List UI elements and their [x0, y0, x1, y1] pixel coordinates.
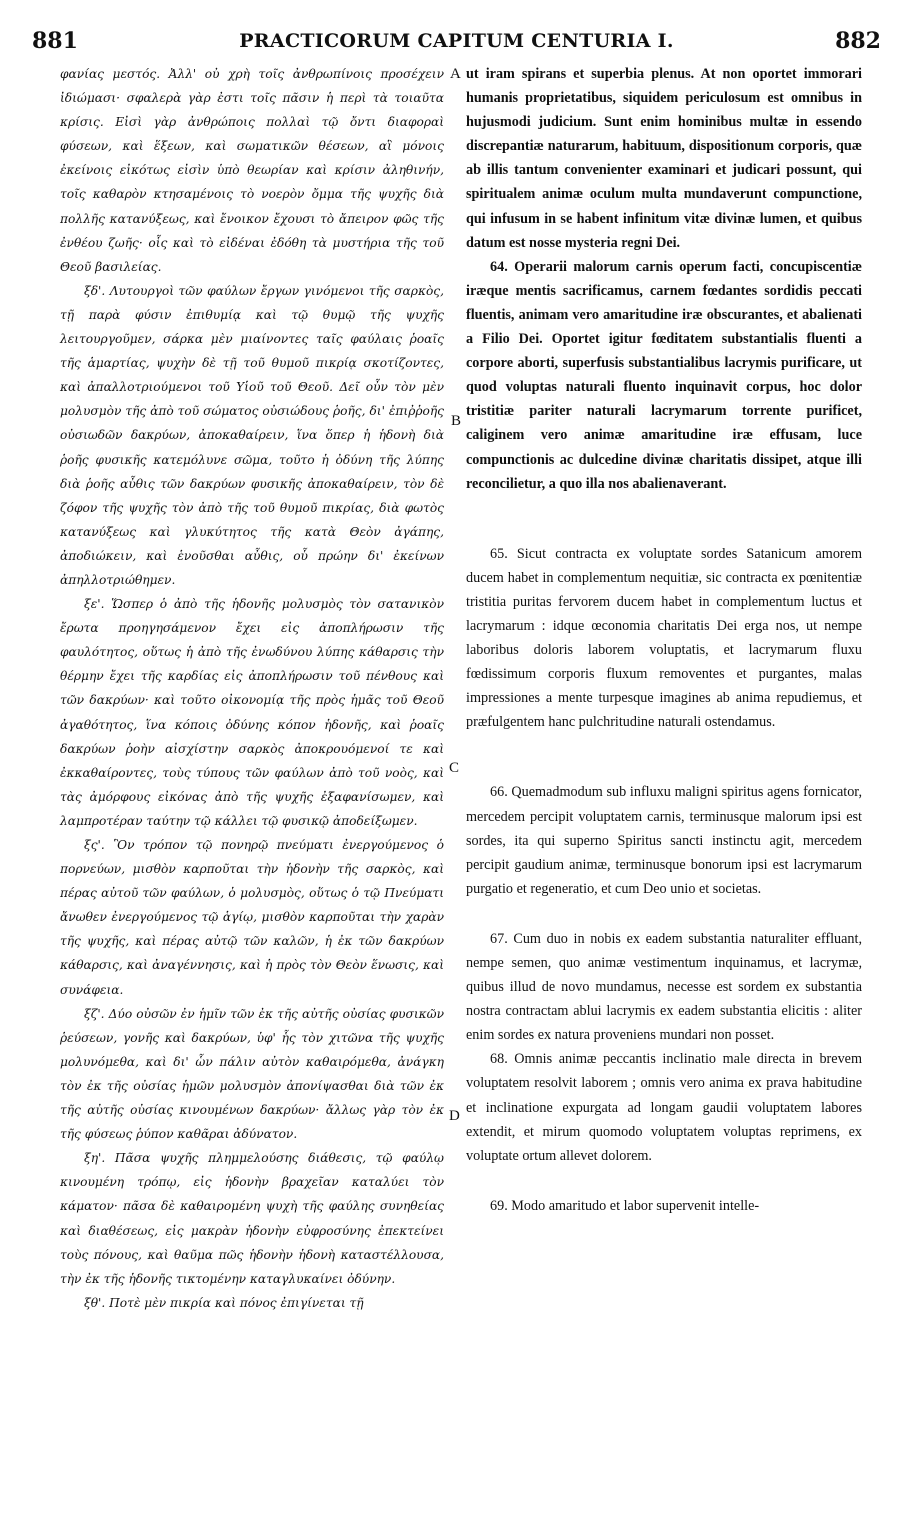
running-title: PRACTICORUM CAPITUM CENTURIA I.	[239, 30, 674, 52]
margin-marker-b: B	[451, 413, 462, 429]
page-number-right: 882	[835, 28, 881, 54]
latin-paragraph: 69. Modo amaritudo et labor supervenit intelle-	[490, 1197, 760, 1214]
latin-paragraph: 67. Cum duo in nobis ex eadem substantia naturaliter effluant, nempe semen, quo animæ vestimentum inquinamus, et lacrymæ, quibus illud de novo mundamus, necesse est sordem ex substantia nostra contractam ablui lacrymis ex eadem substantia elicitis : aliter enim sordes ex natura proveniens mundari non posset.	[466, 930, 862, 1044]
section-gap	[466, 496, 862, 542]
latin-paragraph: 68. Omnis animæ peccantis inclinatio male directa in brevem voluptatem resolvit laborem ; omnis vero anima ex prava habitudine et inclinatione expurgata ad longam gaudii voluptatem labores extendit, et mirum quomodo voluptatem voluptas reprimens, ex voluptate ortum allevet dolorem.	[466, 1051, 862, 1164]
latin-column	[466, 62, 862, 1218]
latin-paragraph: 64. Operarii malorum carnis operum facti, concupiscentiæ iræque mentis sacrificamus, carnem fœdantes sordidis peccati fluentis, animam vero amaritudine iræ obscurantes, et abalienati a Filio Dei. Oportet igitur fœditatem substantialis fluenti a corpore aborti, superfusis substantialibus lacrymis purificare, ut quod voluptas naturali fluento inquinavit corpus, hoc dolor tristitiæ pariter naturali lacrymarum torrente purificet, caliginem vero animæ amaritudine iræ effusam, luce compunctionis ac dulcedine divinæ charitatis dissipet, atque illi reconcilietur, a quo illa nos abalienaverant.	[466, 258, 862, 492]
greek-paragraph: ξθ'. Ποτὲ μὲν πικρία καὶ πόνος ἐπιγίνεται τῇ	[84, 1295, 364, 1310]
greek-column	[60, 62, 444, 1315]
margin-marker-c: C	[449, 760, 460, 776]
margin-marker-d: D	[449, 1108, 460, 1124]
latin-paragraph: 66. Quemadmodum sub influxu maligni spiritus agens fornicator, mercedem percipit voluptatem carnis, terminusque malorum ipsi est sordes, ita qui superno Spiritus sancti instinctu agit, mercedem percipit gaudium animæ, terminusque bonorum ipsi est lacrymarum purgatio et regeneratio, et cum Deo unio et societas.	[466, 784, 862, 897]
page-header	[32, 28, 881, 62]
greek-paragraph: φανίας μεστός. Ἀλλ' οὐ χρὴ τοῖς ἀνθρωπίνοις προσέχειν ἰδιώμασι· σφαλερὰ γὰρ ἐστι τοῖς πᾶσιν ἡ περὶ τὰ τοιαῦτα κρίσις. Εἰσὶ γὰρ ἀνθρώποις πολλαὶ τῷ ὄντι διαφοραὶ φύσεων, καὶ ἕξεων, καὶ σωματικῶν θέσεων, αἳ μόνοις ἐκείνοις εἰκότως εἰσὶν ὑπὸ θεωρίαν καὶ κρίσιν ἀληθινήν, τοῖς καθαρὸν κτησαμένοις τὸ νοερὸν ὄμμα τῆς ψυχῆς διὰ πολλῆς κατανύξεως, καὶ ἔνοικον ἔχουσι τὸ ἄπειρον φῶς τῆς ἐνθέου ζωῆς· οἷς καὶ τὸ εἰδέναι ἐδόθη τὰ μυστήρια τῆς τοῦ Θεοῦ βασιλείας.	[60, 67, 444, 274]
page-number-left: 881	[32, 28, 78, 54]
greek-paragraph: ξδ'. Λυτουργοὶ τῶν φαύλων ἔργων γινόμενοι τῆς σαρκὸς, τῇ παρὰ φύσιν ἐπιθυμίᾳ καὶ τῷ θυμῷ τῆς ψυχῆς λειτουργοῦμεν, σάρκα μὲν μιαίνοντες ταῖς φαύλαις ῥοαῖς τῆς ἁμαρτίας, ψυχὴν δὲ τῇ τοῦ θυμοῦ πικρίᾳ σκοτίζοντες, καὶ ἀπαλλοτριούμενοι τοῦ Υἱοῦ τοῦ Θεοῦ. Δεῖ οὖν τὸν μὲν μολυσμὸν τῆς ἀπὸ τοῦ σώματος οὐσιώδους ῥοῆς, δι' ἐπιῤῥοῆς οὐσιωδῶν δακρύων, ἀποκαθαίρειν, ἵνα ὅπερ ἡ ἡδονὴ διὰ ῥοῆς φυσικῆς κατεμόλυνε σῶμα, τοῦτο ἡ ὀδύνη τῆς λύπης διὰ ῥοῆς αὖθις τῶν δακρύων φυσικῆς ἀποκαθαίρειν, τὸν δὲ ζόφον τῆς ψυχῆς τὸν ἀπὸ τῆς τοῦ θυμοῦ πικρίας, διὰ φωτὸς κατανύξεως καὶ γλυκύτητος τῆς κατὰ Θεὸν ἀγάπης, ἀποδιώκειν, καὶ ἑνοῦσθαι αὖθις, οὗ πρώην δι' ἐκείνων ἀπηλλοτριώθημεν.	[60, 283, 444, 587]
greek-paragraph: ξς'. Ὃν τρόπον τῷ πονηρῷ πνεύματι ἐνεργούμενος ὁ πορνεύων, μισθὸν καρποῦται τὴν ἡδονὴν τῆς σαρκὸς, καὶ πέρας αὐτοῦ τῶν φαύλων, ὁ μολυσμὸς, οὕτως ὁ τῷ Πνεύματι ἄνωθεν ἐνεργούμενος τῷ ἁγίῳ, μισθὸν καρποῦται τὴν χαρὰν τῆς ψυχῆς, καὶ πέρας αὐτῷ τῶν καλῶν, ἡ ἐκ τῶν δακρύων κάθαρσις, καὶ ἀναγέννησις, καὶ ἡ πρὸς τὸν Θεὸν ἕνωσις, καὶ συνάφεια.	[60, 838, 444, 997]
latin-paragraph: ut iram spirans et superbia plenus. At non oportet immorari humanis proprietatibus, siquidem periculosum est omnibus in hujusmodi judicium. Sunt enim hominibus multæ in essendo discrepantiæ naturarum, habituum, dispositionum corporis, quæ ab illis tantum convenienter examinari et judicari possunt, qui spiritualem animæ oculum multa mundaverunt compunctione, qui infusum in se habent infinitum vitæ divinæ lumen, et quibus datum est nosse mysteria regni Dei.	[466, 66, 862, 251]
latin-paragraph: 65. Sicut contracta ex voluptate sordes Satanicum amorem ducem habet in complementum nequitiæ, sic contracta ex pœnitentiæ tristitia puritas fervorem ducem habet in complementum luctus et lacrymarum : idque œconomia charitatis Dei erga nos, ut nempe laboribus doloris laborem voluptatis, et lacrymarum fluxu fœdissimum corporis fluxum removentes et purgantes, malas impressiones a mente turpesque imagines ab anima repudiemus, et præfulgentem hanc pulchritudine naturali ostendamus.	[466, 545, 862, 731]
section-gap	[466, 734, 862, 780]
greek-paragraph: ξε'. Ὥσπερ ὁ ἀπὸ τῆς ἡδονῆς μολυσμὸς τὸν σατανικὸν ἔρωτα προηγησάμενον ἔχει εἰς ἀποπλήρωσιν τῆς φαυλότητος, οὕτως ἡ ἀπὸ τῆς ἐνωδύνου λύπης κάθαρσις τὴν θέρμην ἔχει τῆς καρδίας εἰς ἀποπλήρωσιν τοῦ πένθους καὶ τῶν δακρύων· καὶ τοῦτο οἰκονομίᾳ τῆς πρὸς ἡμᾶς τοῦ Θεοῦ ἀγαθότητος, ἵνα κόποις ὀδύνης κόπον ἡδονῆς, καὶ ῥοαῖς δακρύων ῥοὴν αἰσχίστην σαρκὸς ἀποκρουόμενοί τε καὶ ἐκκαθαίροντες, τοὺς τύπους τῶν φαύλων ἀπὸ τοῦ νοὸς, καὶ τὰς ἀμόρφους εἰκόνας ἀπὸ τῆς ψυχῆς ἐξαφανίσωμεν, καὶ λαμπροτέραν ταύτην τῷ κάλλει τῷ φυσικῷ ἀποδείξωμεν.	[60, 597, 444, 828]
margin-marker-a: A	[450, 66, 461, 82]
section-gap	[466, 1168, 862, 1194]
greek-paragraph: ξη'. Πᾶσα ψυχῆς πλημμελούσης διάθεσις, τῷ φαύλῳ κινουμένη τρόπῳ, εἰς ἡδονὴν βραχεῖαν καταλύει τὸν κάματον· πᾶσα δὲ καθαιρομένη ψυχὴ τῆς φαύλης συνηθείας καὶ διαθέσεως, εἰς μακρὰν ἡδονὴν εὐφροσύνης ἐπεκτείνει τοὺς πόνους, καὶ θαῦμα πῶς ἡδονὴν ἡδονὴ καταστέλλουσα, τὴν ἐκ τῆς ἡδονῆς τικτομένην καταγλυκαίνει ὀδύνην.	[60, 1151, 444, 1286]
section-gap	[466, 901, 862, 927]
greek-paragraph: ξζ'. Δύο οὐσῶν ἐν ἡμῖν τῶν ἐκ τῆς αὐτῆς οὐσίας φυσικῶν ῥεύσεων, γονῆς καὶ δακρύων, ὑφ' ἧς τὸν χιτῶνα τῆς ψυχῆς μολυνόμεθα, καὶ δι' ὧν πάλιν αὐτὸν καθαιρόμεθα, ἀνάγκη τὸν ἐκ τῆς οὐσίας ἡμῶν μολυσμὸν ἀπονίψασθαι διὰ τῶν ἐκ τῆς αὐτῆς οὐσίας κινουμένων δακρύων· ἄλλως γὰρ τὸν ἐκ τῆς φύσεως ῥύπον καθᾶραι ἀδύνατον.	[60, 1006, 444, 1142]
